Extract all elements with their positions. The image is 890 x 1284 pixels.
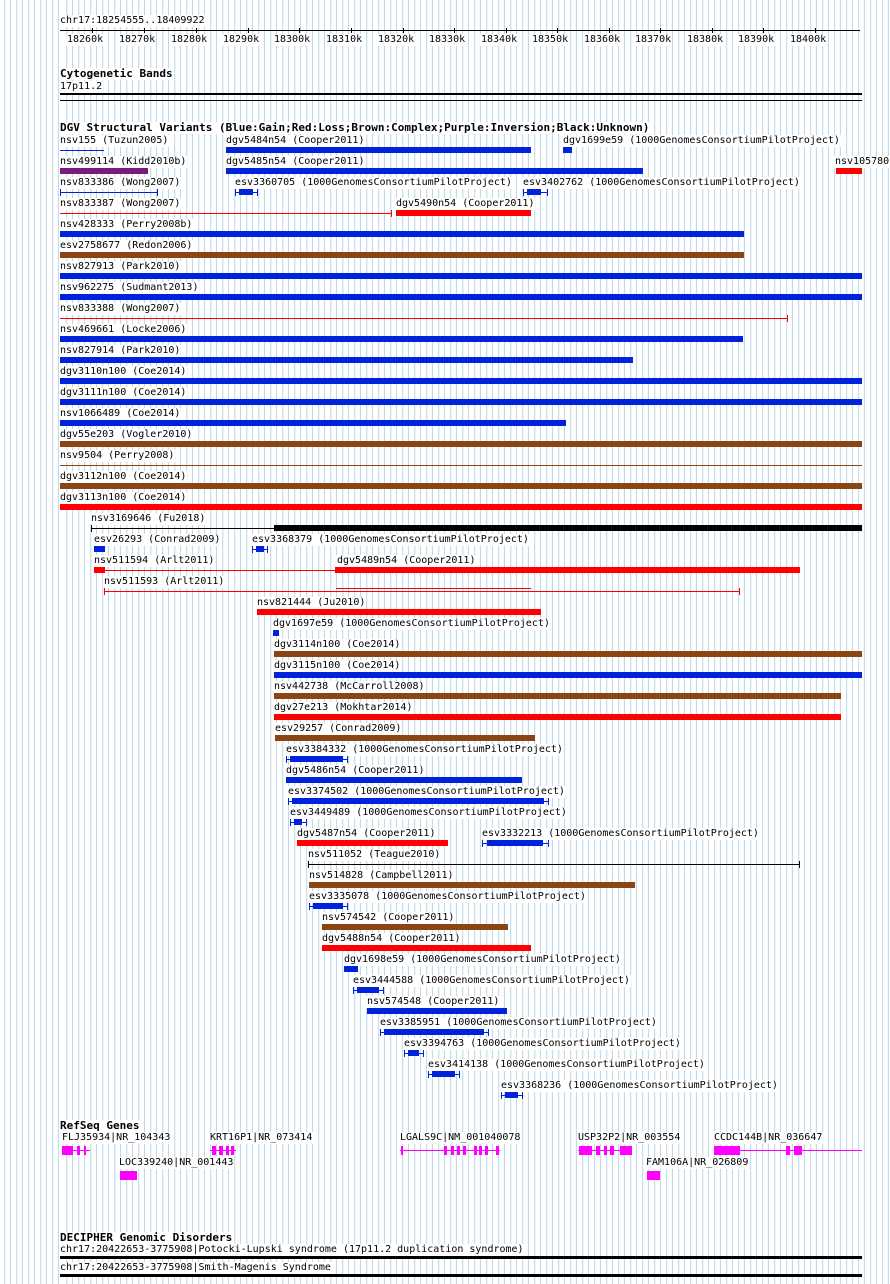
- gene-label: KRT16P1|NR_073414: [210, 1132, 313, 1143]
- variant-end-cap: [347, 756, 348, 763]
- variant-label: nsv1066489 (Coe2014): [60, 408, 181, 419]
- variant-end-cap: [309, 903, 310, 910]
- gene-exon[interactable]: [479, 1146, 482, 1155]
- variant-bar[interactable]: [563, 147, 572, 153]
- gene-exon[interactable]: [620, 1146, 632, 1155]
- variant-end-cap: [799, 861, 800, 868]
- gene-exon[interactable]: [596, 1146, 600, 1155]
- ruler-tick-label: 18390k: [738, 34, 775, 45]
- variant-bar[interactable]: [60, 483, 862, 489]
- variant-label: esv3449489 (1000GenomesConsortiumPilotProject): [290, 807, 567, 818]
- ruler-tick-label: 18290k: [223, 34, 260, 45]
- gene-label: LGALS9C|NM_001040078: [400, 1132, 521, 1143]
- variant-span-line[interactable]: [60, 192, 158, 193]
- variant-label: nsv155 (Tuzun2005): [60, 135, 169, 146]
- decipher-feature-bar[interactable]: [60, 1256, 862, 1259]
- cytoband-track-title[interactable]: Cytogenetic Bands: [60, 67, 173, 80]
- variant-end-cap: [383, 987, 384, 994]
- ruler-tick: [609, 28, 610, 33]
- variant-span-line[interactable]: [105, 570, 335, 571]
- variant-label: dgv5486n54 (Cooper2011): [286, 765, 425, 776]
- variant-label: nsv827913 (Park2010): [60, 261, 181, 272]
- variant-label: nsv428333 (Perry2008b): [60, 219, 193, 230]
- variant-label: dgv3111n100 (Coe2014): [60, 387, 187, 398]
- dgv-track-title[interactable]: DGV Structural Variants (Blue:Gain;Red:Loss;Brown:Complex;Purple:Inversion;Black:Unknown): [60, 121, 650, 134]
- variant-end-cap: [548, 840, 549, 847]
- variant-span-line[interactable]: [60, 150, 104, 151]
- variant-bar[interactable]: [322, 945, 531, 951]
- variant-bar[interactable]: [60, 504, 862, 510]
- ruler-tick: [403, 28, 404, 33]
- gene-exon[interactable]: [714, 1146, 740, 1155]
- variant-bar[interactable]: [60, 378, 862, 384]
- ruler-tick: [144, 28, 145, 33]
- variant-label: dgv55e203 (Vogler2010): [60, 429, 193, 440]
- variant-bar[interactable]: [60, 336, 743, 342]
- variant-label: esv3360705 (1000GenomesConsortiumPilotProject): [235, 177, 512, 188]
- variant-end-cap: [353, 987, 354, 994]
- ruler-tick-label: 18370k: [635, 34, 672, 45]
- gene-exon[interactable]: [212, 1146, 216, 1155]
- variant-bar[interactable]: [335, 567, 800, 573]
- variant-bar[interactable]: [60, 168, 148, 174]
- variant-bar[interactable]: [297, 840, 448, 846]
- ruler-tick-label: 18340k: [481, 34, 518, 45]
- variant-label: dgv5485n54 (Cooper2011): [226, 156, 365, 167]
- gene-exon[interactable]: [786, 1146, 790, 1155]
- variant-span-line[interactable]: [60, 213, 392, 214]
- gene-exon[interactable]: [226, 1146, 229, 1155]
- ruler-range-label: chr17:18254555..18409922: [60, 15, 205, 26]
- variant-label: nsv833388 (Wong2007): [60, 303, 181, 314]
- variant-label: esv26293 (Conrad2009): [94, 534, 221, 545]
- variant-bar[interactable]: [357, 987, 379, 993]
- ruler-tick-label: 18310k: [326, 34, 363, 45]
- variant-bar[interactable]: [290, 756, 343, 762]
- variant-label: nsv962275 (Sudmant2013): [60, 282, 199, 293]
- variant-label: nsv469661 (Locke2006): [60, 324, 187, 335]
- variant-bar[interactable]: [274, 672, 862, 678]
- variant-bar[interactable]: [275, 735, 535, 741]
- variant-label: nsv511593 (Arlt2011): [104, 576, 225, 587]
- gene-exon[interactable]: [62, 1146, 73, 1155]
- variant-end-cap: [423, 1050, 424, 1057]
- variant-span-line[interactable]: [308, 864, 800, 865]
- variant-label: nsv827914 (Park2010): [60, 345, 181, 356]
- variant-label: nsv3169646 (Fu2018): [91, 513, 206, 524]
- ruler-tick: [196, 28, 197, 33]
- variant-end-cap: [252, 546, 253, 553]
- variant-bar[interactable]: [274, 651, 862, 657]
- ruler-tick: [506, 28, 507, 33]
- variant-bar[interactable]: [257, 609, 541, 615]
- gene-exon[interactable]: [474, 1146, 477, 1155]
- variant-span-line[interactable]: [60, 318, 788, 319]
- variant-bar[interactable]: [432, 1071, 455, 1077]
- variant-label: esv3402762 (1000GenomesConsortiumPilotProject): [523, 177, 800, 188]
- variant-label: esv3335078 (1000GenomesConsortiumPilotProject): [309, 891, 586, 902]
- variant-end-cap: [404, 1050, 405, 1057]
- ruler-tick: [248, 28, 249, 33]
- variant-label: dgv5489n54 (Cooper2011): [337, 555, 476, 566]
- variant-bar[interactable]: [344, 966, 358, 972]
- variant-label: dgv1699e59 (1000GenomesConsortiumPilotProject): [563, 135, 840, 146]
- variant-bar[interactable]: [239, 189, 253, 195]
- ruler-tick: [712, 28, 713, 33]
- variant-bar[interactable]: [274, 714, 841, 720]
- variant-label: esv29257 (Conrad2009): [275, 723, 402, 734]
- ruler-tick-label: 18280k: [171, 34, 208, 45]
- variant-label: nsv821444 (Ju2010): [257, 597, 366, 608]
- variant-span-line[interactable]: [336, 588, 531, 589]
- refseq-track-title[interactable]: RefSeq Genes: [60, 1119, 140, 1132]
- variant-label: nsv511594 (Arlt2011): [94, 555, 215, 566]
- variant-label: esv2758677 (Redon2006): [60, 240, 193, 251]
- variant-label: nsv442738 (McCarroll2008): [274, 681, 425, 692]
- variant-bar[interactable]: [384, 1029, 484, 1035]
- variant-bar[interactable]: [408, 1050, 419, 1056]
- ruler-tick-label: 18260k: [67, 34, 104, 45]
- variant-span-line[interactable]: [60, 465, 862, 466]
- variant-bar[interactable]: [60, 357, 633, 363]
- variant-bar[interactable]: [322, 924, 508, 930]
- variant-label: dgv5487n54 (Cooper2011): [297, 828, 436, 839]
- ruler-tick: [763, 28, 764, 33]
- variant-bar[interactable]: [60, 420, 566, 426]
- variant-label: nsv574542 (Cooper2011): [322, 912, 455, 923]
- variant-bar[interactable]: [309, 882, 635, 888]
- variant-end-cap: [548, 798, 549, 805]
- variant-bar[interactable]: [94, 567, 105, 573]
- variant-label: nsv105780: [835, 156, 890, 167]
- variant-end-cap: [235, 189, 236, 196]
- variant-label: esv3332213 (1000GenomesConsortiumPilotProject): [482, 828, 759, 839]
- gene-label: FLJ35934|NR_104343: [62, 1132, 171, 1143]
- gene-exon[interactable]: [77, 1146, 80, 1155]
- variant-bar[interactable]: [505, 1092, 518, 1098]
- variant-span-line[interactable]: [104, 591, 740, 592]
- ruler-tick-label: 18300k: [274, 34, 311, 45]
- variant-label: dgv3112n100 (Coe2014): [60, 471, 187, 482]
- cytoband-bar[interactable]: [60, 93, 862, 95]
- variant-label: nsv833386 (Wong2007): [60, 177, 181, 188]
- gene-exon[interactable]: [496, 1146, 499, 1155]
- variant-bar[interactable]: [836, 168, 862, 174]
- variant-end-cap: [501, 1092, 502, 1099]
- variant-end-cap: [288, 798, 289, 805]
- variant-label: esv3384332 (1000GenomesConsortiumPilotProject): [286, 744, 563, 755]
- cytoband-label: 17p11.2: [60, 81, 103, 92]
- variant-bar[interactable]: [60, 441, 862, 447]
- variant-label: esv3368379 (1000GenomesConsortiumPilotProject): [252, 534, 529, 545]
- gene-exon[interactable]: [457, 1146, 460, 1155]
- gene-label: USP32P2|NR_003554: [578, 1132, 681, 1143]
- gene-exon[interactable]: [463, 1146, 466, 1155]
- variant-label: nsv9504 (Perry2008): [60, 450, 175, 461]
- variant-bar[interactable]: [313, 903, 343, 909]
- gene-exon[interactable]: [401, 1146, 403, 1155]
- variant-end-cap: [286, 756, 287, 763]
- decipher-feature-label: chr17:20422653-3775908|Potocki-Lupski syndrome (17p11.2 duplication syndrome): [60, 1244, 524, 1255]
- gene-exon[interactable]: [647, 1171, 660, 1180]
- ruler-tick-label: 18350k: [532, 34, 569, 45]
- variant-label: esv3414138 (1000GenomesConsortiumPilotProject): [428, 1059, 705, 1070]
- variant-label: dgv5484n54 (Cooper2011): [226, 135, 365, 146]
- variant-bar[interactable]: [94, 546, 105, 552]
- gene-exon[interactable]: [610, 1146, 614, 1155]
- variant-label: dgv3114n100 (Coe2014): [274, 639, 401, 650]
- decipher-feature-bar[interactable]: [60, 1274, 862, 1277]
- variant-bar[interactable]: [60, 294, 862, 300]
- decipher-feature-label: chr17:20422653-3775908|Smith-Magenis Syndrome: [60, 1262, 331, 1273]
- variant-bar[interactable]: [274, 525, 862, 531]
- gene-label: FAM106A|NR_026809: [646, 1157, 749, 1168]
- variant-end-cap: [104, 588, 105, 595]
- gene-exon[interactable]: [120, 1171, 137, 1180]
- variant-end-cap: [391, 210, 392, 217]
- variant-bar[interactable]: [274, 693, 841, 699]
- variant-end-cap: [488, 1029, 489, 1036]
- variant-bar[interactable]: [292, 798, 544, 804]
- variant-end-cap: [459, 1071, 460, 1078]
- gene-label: LOC339240|NR_001443: [119, 1157, 234, 1168]
- gene-exon[interactable]: [604, 1146, 607, 1155]
- variant-label: dgv1697e59 (1000GenomesConsortiumPilotProject): [273, 618, 550, 629]
- variant-label: dgv3113n100 (Coe2014): [60, 492, 187, 503]
- variant-bar[interactable]: [60, 399, 862, 405]
- variant-label: dgv5490n54 (Cooper2011): [396, 198, 535, 209]
- ruler-tick-label: 18320k: [378, 34, 415, 45]
- variant-label: dgv1698e59 (1000GenomesConsortiumPilotProject): [344, 954, 621, 965]
- variant-bar[interactable]: [60, 252, 744, 258]
- variant-bar[interactable]: [60, 231, 744, 237]
- variant-label: nsv833387 (Wong2007): [60, 198, 181, 209]
- ruler-tick: [454, 28, 455, 33]
- variant-end-cap: [523, 189, 524, 196]
- variant-label: esv3385951 (1000GenomesConsortiumPilotProject): [380, 1017, 657, 1028]
- variant-bar[interactable]: [226, 147, 531, 153]
- variant-bar[interactable]: [294, 819, 302, 825]
- gene-exon[interactable]: [451, 1146, 454, 1155]
- track-divider: [60, 100, 862, 101]
- variant-end-cap: [347, 903, 348, 910]
- variant-label: dgv27e213 (Mokhtar2014): [274, 702, 413, 713]
- variant-label: dgv3115n100 (Coe2014): [274, 660, 401, 671]
- variant-bar[interactable]: [60, 273, 862, 279]
- ruler-tick: [660, 28, 661, 33]
- variant-label: esv3374502 (1000GenomesConsortiumPilotProject): [288, 786, 565, 797]
- variant-end-cap: [522, 1092, 523, 1099]
- ruler-tick: [815, 28, 816, 33]
- gene-exon[interactable]: [84, 1146, 86, 1155]
- variant-label: nsv511052 (Teague2010): [308, 849, 441, 860]
- variant-label: nsv574548 (Cooper2011): [367, 996, 500, 1007]
- ruler-tick-label: 18360k: [584, 34, 621, 45]
- variant-bar[interactable]: [527, 189, 541, 195]
- variant-label: nsv499114 (Kidd2010b): [60, 156, 187, 167]
- gene-exon[interactable]: [579, 1146, 592, 1155]
- variant-label: dgv3110n100 (Coe2014): [60, 366, 187, 377]
- variant-end-cap: [267, 546, 268, 553]
- variant-end-cap: [91, 525, 92, 532]
- variant-end-cap: [306, 819, 307, 826]
- ruler-tick-label: 18380k: [687, 34, 724, 45]
- gene-exon[interactable]: [231, 1146, 234, 1155]
- variant-end-cap: [257, 189, 258, 196]
- variant-end-cap: [60, 189, 61, 196]
- ruler-tick: [557, 28, 558, 33]
- ruler-tick-label: 18270k: [119, 34, 156, 45]
- gene-label: CCDC144B|NR_036647: [714, 1132, 823, 1143]
- variant-end-cap: [308, 861, 309, 868]
- variant-label: esv3394763 (1000GenomesConsortiumPilotProject): [404, 1038, 681, 1049]
- variant-bar[interactable]: [256, 546, 264, 552]
- gene-exon[interactable]: [444, 1146, 447, 1155]
- variant-bar[interactable]: [273, 630, 279, 636]
- variant-bar[interactable]: [396, 210, 531, 216]
- gene-exon[interactable]: [794, 1146, 802, 1155]
- variant-label: esv3368236 (1000GenomesConsortiumPilotProject): [501, 1080, 778, 1091]
- variant-end-cap: [739, 588, 740, 595]
- ruler-tick-label: 18400k: [790, 34, 827, 45]
- gene-exon[interactable]: [219, 1146, 223, 1155]
- variant-end-cap: [482, 840, 483, 847]
- variant-label: esv3444588 (1000GenomesConsortiumPilotProject): [353, 975, 630, 986]
- variant-end-cap: [380, 1029, 381, 1036]
- ruler-axis: [60, 30, 860, 31]
- variant-bar[interactable]: [367, 1008, 507, 1014]
- variant-bar[interactable]: [226, 168, 643, 174]
- variant-end-cap: [428, 1071, 429, 1078]
- variant-label: nsv514828 (Campbell2011): [309, 870, 454, 881]
- ruler-tick: [299, 28, 300, 33]
- variant-end-cap: [157, 189, 158, 196]
- variant-bar[interactable]: [286, 777, 522, 783]
- variant-end-cap: [290, 819, 291, 826]
- ruler-tick-label: 18330k: [429, 34, 466, 45]
- decipher-track-title[interactable]: DECIPHER Genomic Disorders: [60, 1231, 233, 1244]
- ruler-tick: [351, 28, 352, 33]
- variant-end-cap: [787, 315, 788, 322]
- variant-span-line[interactable]: [91, 528, 274, 529]
- gene-exon[interactable]: [485, 1146, 488, 1155]
- variant-label: dgv5488n54 (Cooper2011): [322, 933, 461, 944]
- variant-bar[interactable]: [487, 840, 543, 846]
- variant-end-cap: [547, 189, 548, 196]
- ruler-tick: [92, 28, 93, 33]
